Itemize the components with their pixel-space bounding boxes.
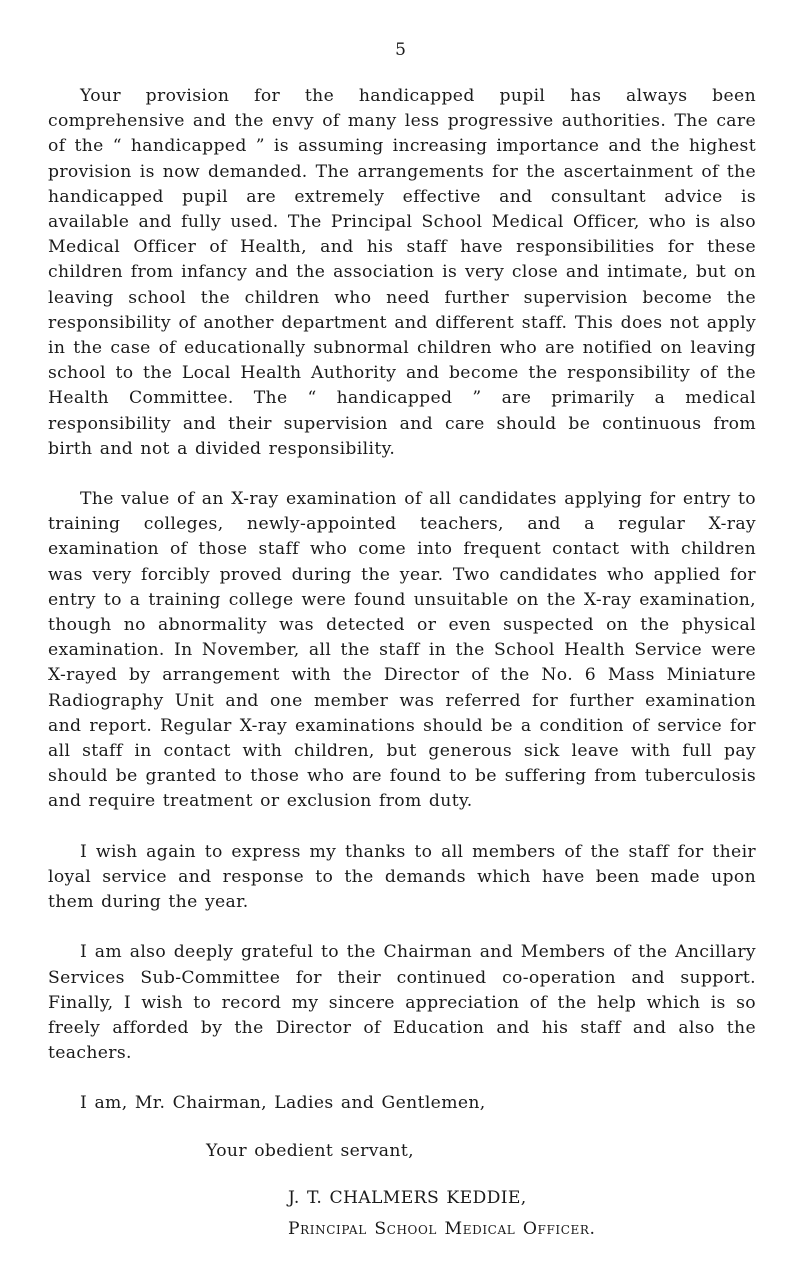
salutation: Your obedient servant, [206,1140,414,1161]
paragraph-xray-examination: The value of an X-ray examination of all candidates applying for entry to training colleges, newly-appointed teachers, and a regular X-ray examination of those staff who come into frequent contact with children was very forcibly proved during the year. Two candidates who applied for entry to a training college were found unsuitable on the X-ray examination, though no abnormality was detected or even suspected on the physical examination. In November, all the staff in the School Health Service were X-rayed by arrangement with the Director of the No. 6 Mass Miniature Radiography Unit and one member was referred for further examination and report. Regular X-ray examinations should be a condition of service for all staff in contact with children, but generous sick leave with full pay should be granted to those who are found to be suffering from tuberculosis and require treatment or exclusion from duty. [48,489,756,812]
letter-body [48,84,756,1242]
page-number: 5 [395,40,406,60]
signature-name: J. T. CHALMERS KEDDIE, [288,1187,527,1208]
closing-line: I am, Mr. Chairman, Ladies and Gentlemen, [80,1093,486,1114]
paragraph-staff-thanks: I wish again to express my thanks to all members of the staff for their loyal service and response to the demands which have been made upon them during the year. [48,841,756,913]
paragraph-committee-gratitude: I am also deeply grateful to the Chairman and Members of the Ancillary Services Sub-Committee for their continued co-operation and support. Finally, I wish to record my sincere appreciation of the help which is so freely afforded by the Director of Education and his staff and also the teachers. [48,942,756,1064]
paragraph-handicapped-provision: Your provision for the handicapped pupil has always been comprehensive and the envy of many less progressive authorities. The care of the “ handicapped ” is assuming increasing importance and the highest provision is now demanded. The arrangements for the ascertainment of the handicapped pupil are extremely effective and consultant advice is available and fully used. The Principal School Medical Officer, who is also Medical Officer of Health, and his staff have responsibilities for these children from infancy and the association is very close and intimate, but on leaving school the children who need further supervision become the responsibility of another department and different staff. This does not apply in the case of educationally subnormal children who are notified on leaving school to the Local Health Authority and become the responsibility of the Health Committee. The “ handicapped ” are primarily a medical responsibility and their supervision and care should be continuous from birth and not a divided responsibility. [48,86,756,459]
signature-title: Principal School Medical Officer. [288,1218,596,1239]
